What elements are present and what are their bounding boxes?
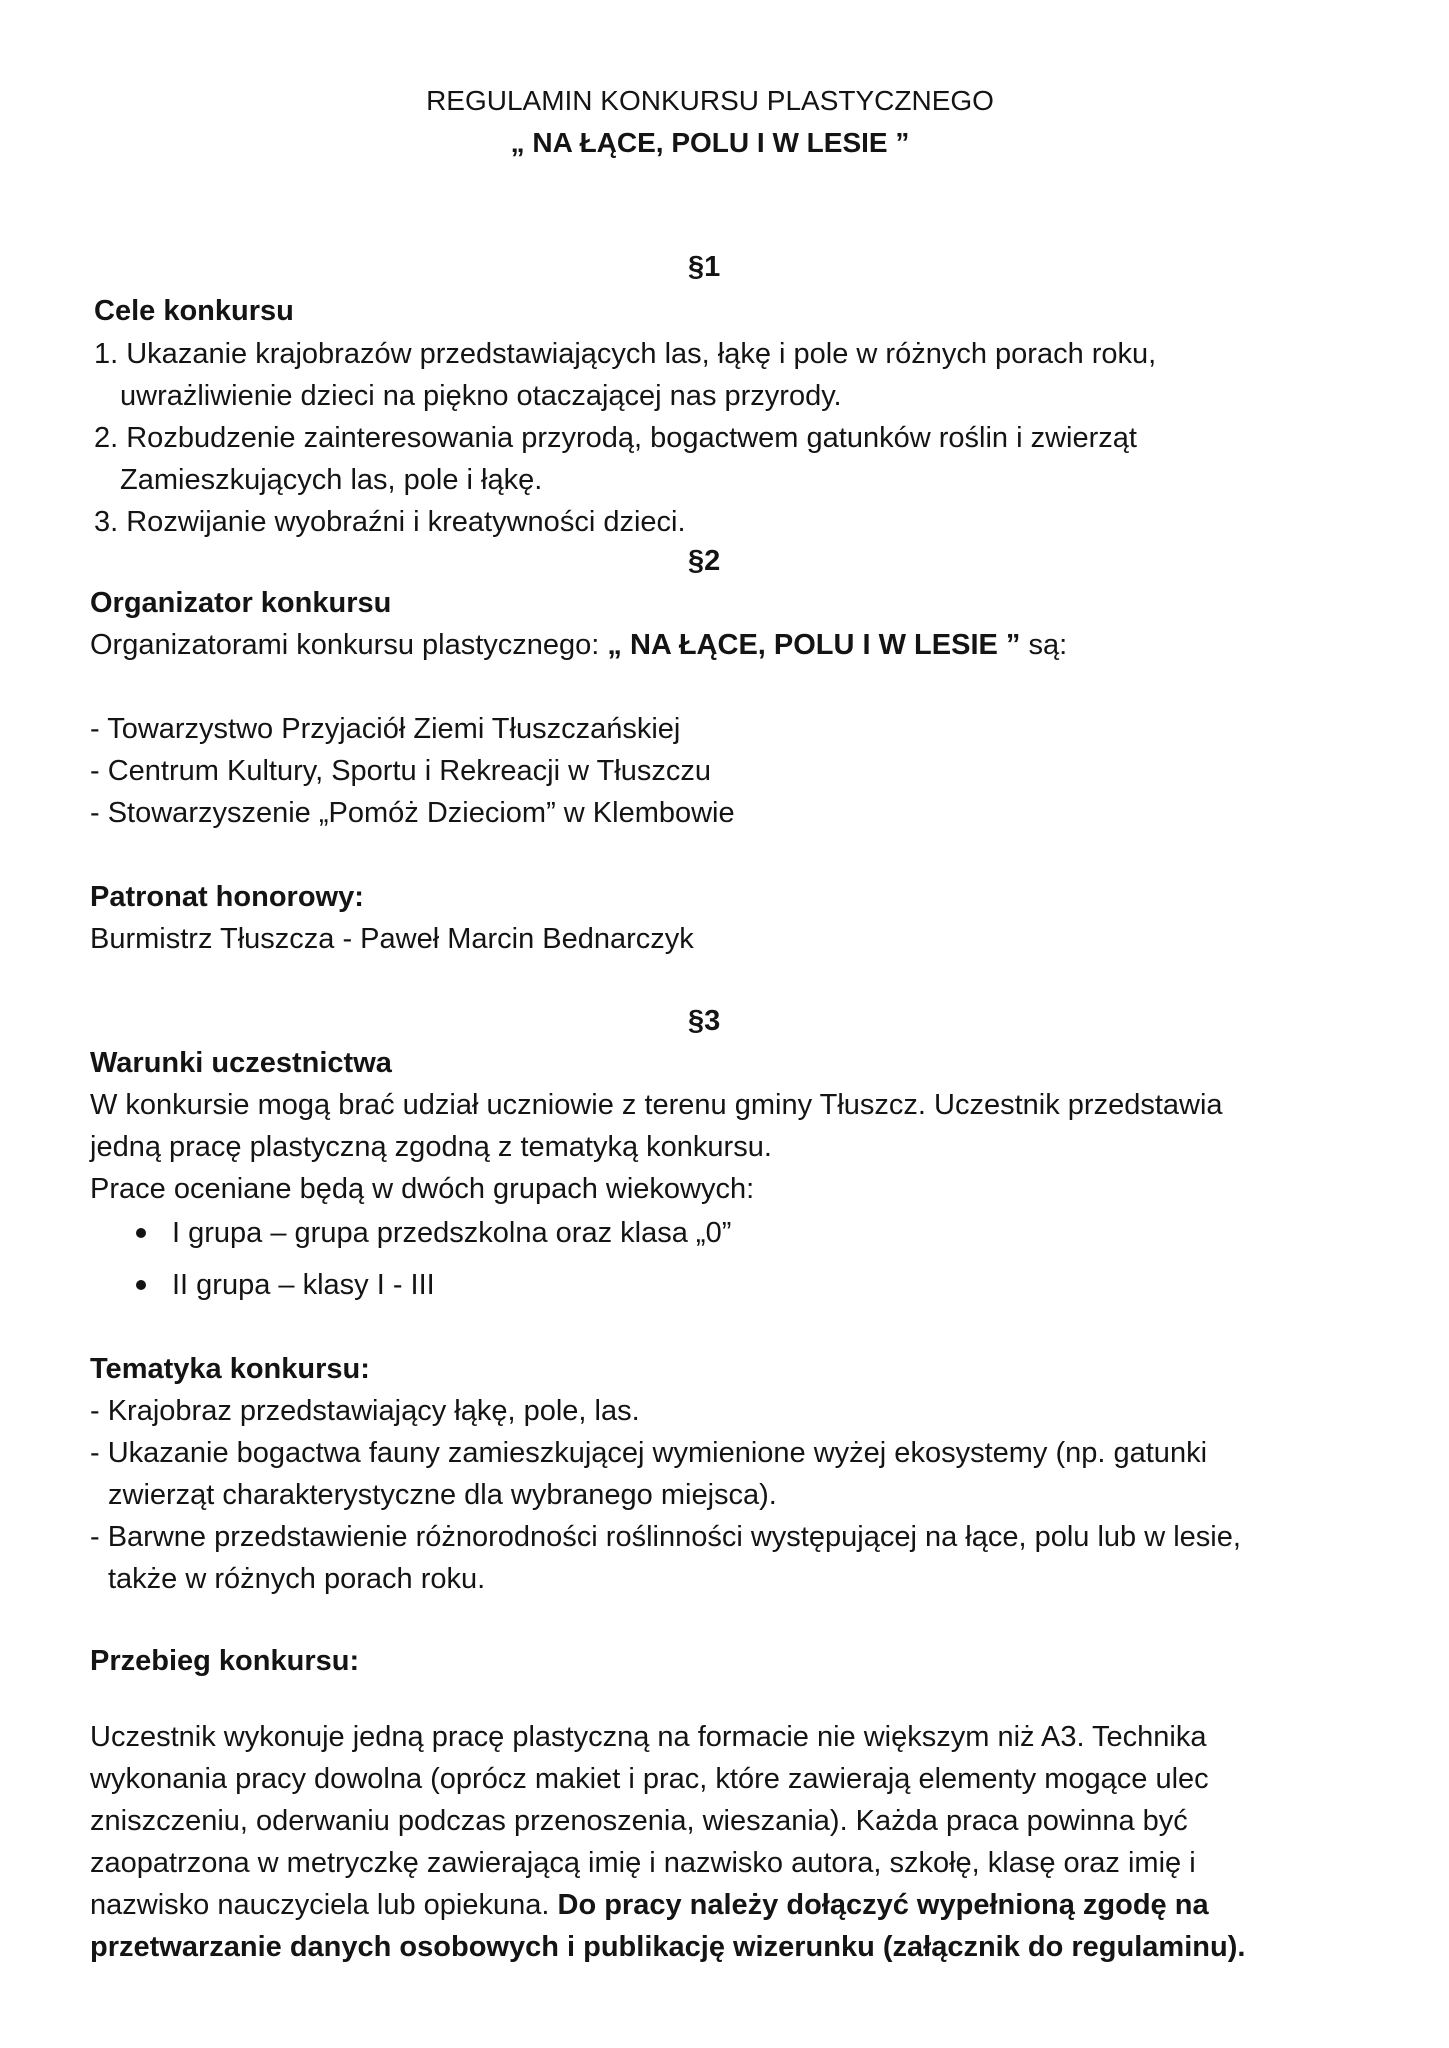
theme-line: - Barwne przedstawienie różnorodności roślinności występującej na łące, polu lub w lesie, (90, 1521, 1241, 1553)
section-1-heading: Cele konkursu (94, 295, 294, 327)
organizer-item: - Centrum Kultury, Sportu i Rekreacji w Tłuszczu (90, 755, 712, 787)
organizer-item: - Stowarzyszenie „Pomóż Dzieciom” w Klembowie (90, 797, 735, 829)
course-line: zniszczeniu, oderwaniu podczas przenoszenia, wieszania). Każda praca powinna być (90, 1805, 1188, 1837)
course-line-text: nazwisko nauczyciela lub opiekuna. (90, 1889, 558, 1921)
theme-line: - Ukazanie bogactwa fauny zamieszkującej wymienione wyżej ekosystemy (np. gatunki (90, 1437, 1208, 1469)
course-line: zaopatrzona w metryczkę zawierającą imię i nazwisko autora, szkołę, klasę oraz imię i (90, 1847, 1196, 1879)
patron-heading: Patronat honorowy: (90, 881, 364, 913)
contest-name: „ NA ŁĄCE, POLU I W LESIE ” (607, 629, 1021, 661)
conditions-line: W konkursie mogą brać udział uczniowie z terenu gminy Tłuszcz. Uczestnik przedstawia (90, 1089, 1223, 1121)
course-heading: Przebieg konkursu: (90, 1645, 360, 1677)
theme-line: także w różnych porach roku. (108, 1563, 486, 1595)
section-2-heading: Organizator konkursu (90, 587, 392, 619)
organizers-intro (90, 624, 1067, 666)
course-line: Uczestnik wykonuje jedną pracę plastyczną na formacie nie większym niż A3. Technika (90, 1721, 1207, 1753)
section-3-mark: §3 (688, 1005, 721, 1037)
bullet-icon (136, 1280, 146, 1290)
section-3-heading: Warunki uczestnictwa (90, 1047, 392, 1079)
section-1-mark: §1 (688, 251, 721, 283)
organizer-item: - Towarzystwo Przyjaciół Ziemi Tłuszczańskiej (90, 713, 681, 745)
age-group-item: I grupa – grupa przedszkolna oraz klasa „0” (172, 1217, 732, 1249)
consent-requirement-continued: przetwarzanie danych osobowych i publikację wizerunku (załącznik do regulaminu). (90, 1931, 1246, 1963)
organizers-intro-text: Organizatorami konkursu plastycznego: (90, 629, 608, 661)
document-title: REGULAMIN KONKURSU PLASTYCZNEGO (426, 85, 994, 116)
goal-2-line-1: 2. Rozbudzenie zainteresowania przyrodą, bogactwem gatunków roślin i zwierząt (94, 422, 1137, 454)
goal-3-line: 3. Rozwijanie wyobraźni i kreatywności dzieci. (94, 506, 686, 538)
goal-1-line-2: uwrażliwienie dzieci na piękno otaczającej nas przyrody. (120, 380, 842, 412)
conditions-line: Prace oceniane będą w dwóch grupach wiekowych: (90, 1173, 755, 1205)
goal-2-line-2: Zamieszkujących las, pole i łąkę. (120, 464, 543, 496)
theme-line: zwierząt charakterystyczne dla wybranego miejsca). (108, 1479, 777, 1511)
goal-1-line-1: 1. Ukazanie krajobrazów przedstawiających las, łąkę i pole w różnych porach roku, (94, 338, 1157, 370)
document-subtitle: „ NA ŁĄCE, POLU I W LESIE ” (510, 127, 910, 158)
conditions-line: jedną pracę plastyczną zgodną z tematyką konkursu. (90, 1131, 772, 1163)
patron-name: Burmistrz Tłuszcza - Paweł Marcin Bednarczyk (90, 923, 694, 955)
age-group-item: II grupa – klasy I - III (172, 1269, 435, 1301)
theme-line: - Krajobraz przedstawiający łąkę, pole, las. (90, 1395, 640, 1427)
organizers-intro-end: są: (1020, 629, 1068, 661)
section-2-mark: §2 (688, 545, 721, 577)
course-line (90, 1884, 1209, 1926)
consent-requirement: Do pracy należy dołączyć wypełnioną zgodę na (557, 1889, 1209, 1921)
course-line: wykonania pracy dowolna (oprócz makiet i prac, które zawierają elementy mogące ulec (90, 1763, 1209, 1795)
theme-heading: Tematyka konkursu: (90, 1353, 370, 1385)
bullet-icon (136, 1228, 146, 1238)
